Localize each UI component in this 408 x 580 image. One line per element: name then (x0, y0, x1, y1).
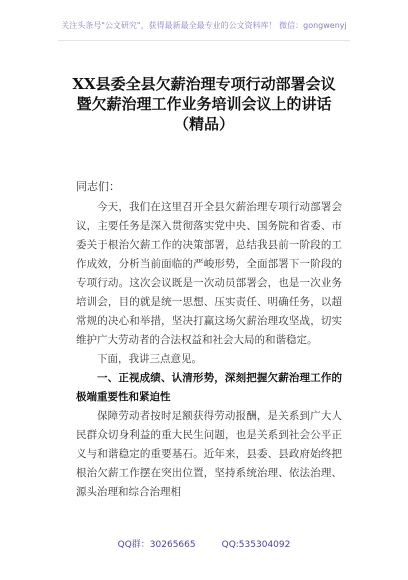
title-line-2: 暨欠薪治理工作业务培训会议上的讲话 (76, 95, 332, 113)
document-body (76, 198, 342, 502)
title-line-1: XX县委全县欠薪治理专项行动部署会议 (72, 75, 336, 93)
paragraph-intro: 今天，我们在这里召开全县欠薪治理专项行动部署会议，主要任务是深入贯彻落实党中央、国务院和省委、市委关于根治欠薪工作的决策部署，总结我县前一阶段的工作成效，分析当前面临的严峻形势，全面部署下一阶段的专项行动。这次会议既是一次动员部署会，也是一次业务培训会，目的就是统一思想、压实责任、明确任务，以超常规的决心和举措，坚决打赢这场欠薪治理攻坚战，切实维护广大劳动者的合法权益和社会大局的和谐稳定。 (76, 201, 342, 346)
header-note: 关注头条号"公文研究"，获得最新最全最专业的公文资料库！ 微信：gongwenyj (61, 21, 347, 30)
footer-contact (0, 537, 408, 550)
footer-qq-group: QQ群：30265665 (117, 540, 196, 550)
footer-qq: QQ:535304092 (221, 540, 291, 550)
section-heading-1: 一、正视成绩、认清形势，深刻把握欠薪治理工作的极端重要性和紧迫性 (76, 372, 342, 403)
title-line-3: （精品） (173, 115, 234, 133)
paragraph-outline: 下面，我讲三点意见。 (97, 353, 202, 365)
salutation: 同志们： (76, 180, 120, 193)
header-divider (58, 40, 350, 41)
paragraph-section-1: 保障劳动者按时足额获得劳动报酬，是关系到广大人民群众切身利益的重大民生问题，也是关系到社会公平正义与和谐稳定的重要基石。近年来，县委、县政府始终把根治欠薪工作摆在突出位置，坚持系统治理、依法治理、源头治理和综合治理相 (76, 410, 342, 498)
document-title (0, 74, 408, 134)
